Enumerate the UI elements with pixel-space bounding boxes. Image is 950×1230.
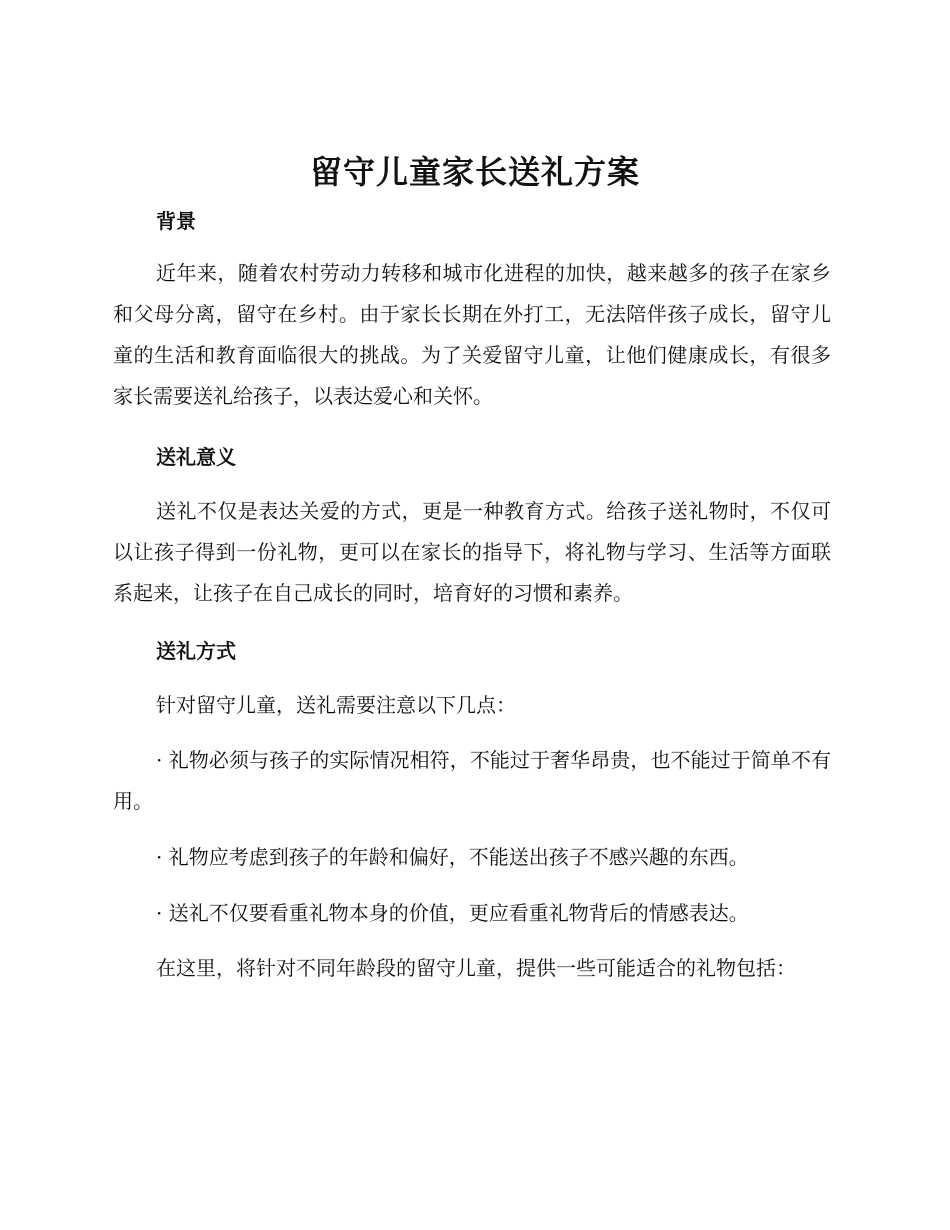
list-item-bullet-1: · 礼物必须与孩子的实际情况相符，不能过于奢华昂贵，也不能过于简单不有用。 bbox=[113, 748, 831, 813]
section-heading-meaning: 送礼意义 bbox=[156, 445, 236, 469]
list-item-bullet-3: · 送礼不仅要看重礼物本身的价值，更应看重礼物背后的情感表达。 bbox=[156, 901, 749, 925]
paragraph-method-intro: 针对留守儿童，送礼需要注意以下几点： bbox=[156, 693, 516, 717]
section-heading-background: 背景 bbox=[156, 209, 196, 233]
document-title: 留守儿童家长送礼方案 bbox=[309, 153, 640, 191]
section-heading-method: 送礼方式 bbox=[156, 639, 236, 663]
paragraph-meaning: 送礼不仅是表达关爱的方式，更是一种教育方式。给孩子送礼物时，不仅可以让孩子得到一份礼物，更可以在家长的指导下，将礼物与学习、生活等方面联系起来，让孩子在自己成长的同时，培育好的习惯和素养。 bbox=[113, 499, 831, 605]
paragraph-background: 近年来，随着农村劳动力转移和城市化进程的加快，越来越多的孩子在家乡和父母分离，留守在乡村。由于家长长期在外打工，无法陪伴孩子成长，留守儿童的生活和教育面临很大的挑战。为了关爱留守儿童，让他们健康成长，有很多家长需要送礼给孩子，以表达爱心和关怀。 bbox=[113, 261, 831, 408]
paragraph-gift-intro: 在这里，将针对不同年龄段的留守儿童，提供一些可能适合的礼物包括： bbox=[156, 956, 796, 980]
list-item-bullet-2: · 礼物应考虑到孩子的年龄和偏好，不能送出孩子不感兴趣的东西。 bbox=[156, 845, 749, 869]
